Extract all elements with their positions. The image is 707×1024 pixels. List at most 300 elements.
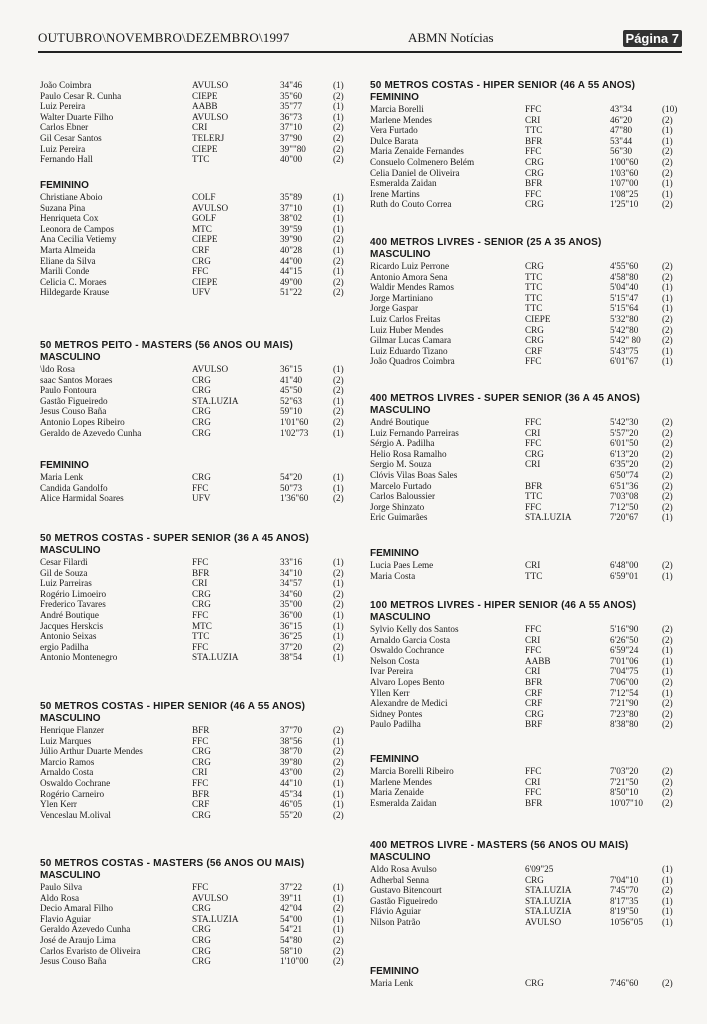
placement: (2) bbox=[333, 599, 344, 610]
placement: (2) bbox=[333, 374, 344, 385]
placement: (1) bbox=[662, 687, 673, 698]
club-name: CRG bbox=[525, 261, 544, 271]
club-name: TTC bbox=[525, 282, 543, 293]
result-row bbox=[40, 946, 355, 957]
result-row bbox=[40, 472, 355, 483]
event-title: 100 METROS LIVRES - HIPER SENIOR (46 A 55 ANOS) bbox=[370, 600, 637, 611]
result-time: 1'10"00 bbox=[280, 956, 309, 967]
athlete-name: Luiz Pereira bbox=[40, 101, 86, 112]
club-name: CRI bbox=[525, 114, 541, 125]
club-name: TTC bbox=[525, 491, 543, 502]
result-row bbox=[370, 688, 685, 699]
placement: (1) bbox=[333, 924, 344, 935]
club-name: UFV bbox=[192, 493, 211, 504]
club-name: STA.LUZIA bbox=[525, 885, 572, 896]
club-name: TTC bbox=[525, 570, 543, 581]
result-row bbox=[370, 906, 685, 917]
athlete-name: Sylvio Kelly dos Santos bbox=[370, 624, 459, 634]
athlete-name: Luiz Marques bbox=[40, 735, 92, 746]
result-row bbox=[370, 325, 685, 336]
category-label: FEMININO bbox=[40, 180, 89, 191]
result-time: 7'45"70 bbox=[610, 885, 639, 896]
placement: (2) bbox=[333, 255, 344, 266]
placement: (1) bbox=[333, 244, 344, 255]
athlete-name: saac Santos Moraes bbox=[40, 374, 113, 385]
placement: (1) bbox=[333, 735, 344, 746]
placement: (2) bbox=[333, 809, 344, 820]
result-time: 37"70 bbox=[280, 725, 303, 735]
result-time: 39"59 bbox=[280, 223, 303, 234]
category-label: FEMININO bbox=[370, 966, 419, 977]
placement: (1) bbox=[333, 578, 344, 589]
placement: (1) bbox=[662, 916, 673, 927]
athlete-name: Maria Lenk bbox=[40, 472, 84, 482]
placement: (2) bbox=[333, 132, 344, 143]
athlete-name: Luiz Parreiras bbox=[40, 578, 92, 589]
club-name: MTC bbox=[192, 223, 212, 234]
result-time: 38"56 bbox=[280, 735, 303, 746]
placement: (1) bbox=[662, 512, 673, 523]
result-time: 52"63 bbox=[280, 395, 303, 406]
placement: (1) bbox=[333, 192, 344, 202]
placement: (2) bbox=[333, 588, 344, 599]
athlete-name: ergio Padilha bbox=[40, 641, 89, 652]
result-row bbox=[40, 767, 355, 778]
placement: (2) bbox=[662, 634, 673, 645]
club-name: STA.LUZIA bbox=[525, 906, 572, 917]
club-name: CRG bbox=[192, 746, 211, 757]
result-row bbox=[370, 917, 685, 928]
athlete-name: Walter Duarte Filho bbox=[40, 111, 114, 122]
placement: (1) bbox=[333, 223, 344, 234]
club-name: CRI bbox=[525, 666, 541, 677]
club-name: CRG bbox=[192, 903, 211, 914]
placement: (2) bbox=[662, 261, 673, 271]
placement: (2) bbox=[662, 167, 673, 178]
result-time: 54"80 bbox=[280, 934, 303, 945]
placement: (2) bbox=[662, 501, 673, 512]
athlete-name: Paulo Silva bbox=[40, 882, 83, 892]
athlete-name: Esmeralda Zaidan bbox=[370, 178, 437, 189]
result-time: 7'03"08 bbox=[610, 491, 639, 502]
result-row bbox=[40, 736, 355, 747]
result-row bbox=[370, 491, 685, 502]
club-name: BFR bbox=[192, 567, 210, 578]
result-row bbox=[40, 557, 355, 568]
athlete-name: Geraldo Azevedo Cunha bbox=[40, 924, 131, 935]
result-time: 7'12"50 bbox=[610, 501, 639, 512]
placement: (1) bbox=[333, 266, 344, 277]
club-name: CRG bbox=[192, 924, 211, 935]
club-name: CRI bbox=[525, 459, 541, 470]
result-row bbox=[370, 560, 685, 571]
club-name: CIEPE bbox=[192, 234, 218, 245]
placement: (2) bbox=[333, 122, 344, 133]
issue-date: OUTUBRO\NOVEMBRO\DEZEMBRO\1997 bbox=[38, 30, 290, 45]
athlete-name: Venceslau M.olival bbox=[40, 809, 111, 820]
club-name: TTC bbox=[525, 271, 543, 282]
placement: (2) bbox=[662, 469, 673, 480]
athlete-name: Paulo Padilha bbox=[370, 719, 421, 730]
athlete-name: Vera Furtado bbox=[370, 125, 418, 136]
placement: (2) bbox=[333, 945, 344, 956]
placement: (2) bbox=[662, 624, 673, 634]
placement: (1) bbox=[333, 892, 344, 903]
athlete-name: Rogério Carneiro bbox=[40, 788, 105, 799]
placement: (2) bbox=[662, 417, 673, 427]
placement: (2) bbox=[662, 448, 673, 459]
club-name: 6'09"25 bbox=[525, 864, 554, 874]
placement: (1) bbox=[662, 345, 673, 356]
club-name: CIEPE bbox=[192, 90, 218, 101]
result-row bbox=[370, 635, 685, 646]
placement: (2) bbox=[333, 641, 344, 652]
result-time: 38"70 bbox=[280, 746, 303, 757]
placement: (2) bbox=[333, 567, 344, 578]
result-row bbox=[40, 417, 355, 428]
result-time: 4'55"60 bbox=[610, 261, 639, 271]
result-row bbox=[40, 599, 355, 610]
result-row bbox=[370, 146, 685, 157]
result-time: 34"57 bbox=[280, 578, 303, 589]
athlete-name: Nilson Patrão bbox=[370, 916, 421, 927]
placement: (1) bbox=[333, 80, 344, 90]
athlete-name: Decio Amaral Filho bbox=[40, 903, 113, 914]
result-time: 39"80 bbox=[280, 756, 303, 767]
category-label: FEMININO bbox=[370, 754, 419, 765]
placement: (1) bbox=[333, 652, 344, 663]
result-row bbox=[370, 314, 685, 325]
result-time: 54"20 bbox=[280, 472, 303, 482]
placement: (2) bbox=[662, 199, 673, 210]
athlete-name: José de Araujo Lima bbox=[40, 934, 116, 945]
athlete-name: Maria Zenaide Fernandes bbox=[370, 146, 464, 157]
result-row bbox=[40, 154, 355, 165]
result-time: 1'03"60 bbox=[610, 167, 639, 178]
club-name: AVULSO bbox=[192, 202, 229, 213]
athlete-name: Alice Harmidal Soares bbox=[40, 493, 124, 504]
club-name: CRG bbox=[525, 448, 544, 459]
club-name: CRI bbox=[192, 578, 208, 589]
club-name: AVULSO bbox=[192, 364, 229, 374]
result-row bbox=[40, 799, 355, 810]
athlete-name: Arnaldo Garcia Costa bbox=[370, 634, 451, 645]
event-title: 400 METROS LIVRES - SENIOR (25 A 35 ANOS) bbox=[370, 237, 602, 248]
club-name: GOLF bbox=[192, 213, 216, 224]
result-row bbox=[40, 396, 355, 407]
athlete-name: Helio Rosa Ramalho bbox=[370, 448, 447, 459]
result-row bbox=[40, 428, 355, 439]
result-time: 47"80 bbox=[610, 125, 633, 136]
header-rule bbox=[38, 51, 682, 53]
placement: (2) bbox=[333, 493, 344, 504]
result-time: 37"90 bbox=[280, 132, 303, 143]
result-time: 51"22 bbox=[280, 287, 303, 298]
club-name: CIEPE bbox=[192, 276, 218, 287]
result-row bbox=[370, 115, 685, 126]
result-row bbox=[370, 356, 685, 367]
result-section bbox=[370, 754, 685, 808]
placement: (2) bbox=[662, 480, 673, 491]
club-name: BFR bbox=[525, 797, 543, 808]
club-name: FFC bbox=[525, 787, 542, 798]
club-name: CRG bbox=[192, 809, 211, 820]
athlete-name: Marcia Borelli Ribeiro bbox=[370, 766, 454, 776]
result-row bbox=[40, 287, 355, 298]
athlete-name: Maria Costa bbox=[370, 570, 416, 581]
result-time: 41"40 bbox=[280, 374, 303, 385]
result-row bbox=[370, 199, 685, 210]
result-time: 7'23"80 bbox=[610, 708, 639, 719]
club-name: STA.LUZIA bbox=[192, 652, 239, 663]
club-name: FFC bbox=[192, 735, 209, 746]
athlete-name: Adherbal Senna bbox=[370, 874, 429, 885]
result-row bbox=[370, 978, 685, 989]
club-name: FFC bbox=[525, 188, 542, 199]
result-row bbox=[370, 178, 685, 189]
placement: (2) bbox=[662, 676, 673, 687]
placement: (1) bbox=[333, 202, 344, 213]
athlete-name: Júlio Arthur Duarte Mendes bbox=[40, 746, 143, 757]
placement: (2) bbox=[333, 725, 344, 735]
placement: (1) bbox=[662, 864, 673, 874]
result-row bbox=[40, 203, 355, 214]
athlete-name: Marlene Mendes bbox=[370, 114, 432, 125]
result-row bbox=[370, 272, 685, 283]
result-time: 6'35"20 bbox=[610, 459, 639, 470]
result-section bbox=[40, 858, 355, 967]
placement: (2) bbox=[662, 719, 673, 730]
result-time: 36"25 bbox=[280, 631, 303, 642]
result-row bbox=[40, 746, 355, 757]
athlete-name: Aldo Rosa bbox=[40, 892, 80, 903]
event-title: 400 METROS LIVRES - SUPER SENIOR (36 A 45 ANOS) bbox=[370, 393, 641, 404]
club-name: BFR bbox=[525, 135, 543, 146]
athlete-name: \ldo Rosa bbox=[40, 364, 75, 374]
result-row bbox=[370, 125, 685, 136]
placement: (2) bbox=[662, 776, 673, 787]
club-name: CRG bbox=[525, 167, 544, 178]
club-name: CRG bbox=[192, 588, 211, 599]
club-name: TTC bbox=[192, 631, 210, 642]
placement: (1) bbox=[662, 188, 673, 199]
result-time: 44"10 bbox=[280, 777, 303, 788]
result-time: 59"10 bbox=[280, 406, 303, 417]
event-title: 50 METROS COSTAS - MASTERS (56 ANOS OU MAIS) bbox=[40, 858, 305, 869]
club-name: AVULSO bbox=[192, 80, 229, 90]
result-row bbox=[370, 459, 685, 470]
placement: (2) bbox=[662, 156, 673, 167]
athlete-name: Antonio Montenegro bbox=[40, 652, 118, 663]
athlete-name: Luiz Fernando Parreiras bbox=[370, 427, 459, 438]
category-label: MASCULINO bbox=[40, 545, 101, 556]
athlete-name: Ana Cecilia Vetiemy bbox=[40, 234, 117, 245]
athlete-name: Sergio M. Souza bbox=[370, 459, 432, 470]
athlete-name: Eliane da Silva bbox=[40, 255, 96, 266]
athlete-name: Ricardo Luiz Perrone bbox=[370, 261, 450, 271]
category-label: MASCULINO bbox=[370, 249, 431, 260]
result-time: 54"00 bbox=[280, 913, 303, 924]
placement: (2) bbox=[333, 746, 344, 757]
result-row bbox=[370, 709, 685, 720]
placement: (1) bbox=[662, 570, 673, 581]
result-row bbox=[40, 266, 355, 277]
athlete-name: Esmeralda Zaidan bbox=[370, 797, 437, 808]
result-time: 7'20"67 bbox=[610, 512, 639, 523]
result-row bbox=[40, 789, 355, 800]
club-name: TTC bbox=[192, 154, 210, 165]
result-time: 8'50"10 bbox=[610, 787, 639, 798]
athlete-name: Gil de Souza bbox=[40, 567, 88, 578]
result-row bbox=[40, 882, 355, 893]
event-title: 400 METROS LIVRE - MASTERS (56 ANOS OU MAIS) bbox=[370, 840, 629, 851]
club-name: BFR bbox=[525, 480, 543, 491]
athlete-name: Aldo Rosa Avulso bbox=[370, 864, 437, 874]
athlete-name: João Quadros Coimbra bbox=[370, 356, 455, 367]
category-label: MASCULINO bbox=[40, 352, 101, 363]
placement: (2) bbox=[662, 114, 673, 125]
placement: (1) bbox=[333, 557, 344, 567]
placement: (1) bbox=[333, 609, 344, 620]
result-row bbox=[370, 282, 685, 293]
club-name: CRG bbox=[525, 978, 544, 988]
result-time: 8'38"80 bbox=[610, 719, 639, 730]
result-row bbox=[40, 935, 355, 946]
club-name: CRG bbox=[525, 199, 544, 210]
athlete-name: Luiz Huber Mendes bbox=[370, 324, 444, 335]
result-row bbox=[40, 725, 355, 736]
result-row bbox=[370, 666, 685, 677]
result-time: 35"77 bbox=[280, 101, 303, 112]
athlete-name: Fernando Hall bbox=[40, 154, 93, 165]
athlete-name: Flavio Aguiar bbox=[40, 913, 91, 924]
result-time: 39"11 bbox=[280, 892, 302, 903]
result-row bbox=[370, 677, 685, 688]
result-time: 36"15 bbox=[280, 364, 303, 374]
placement: (2) bbox=[333, 934, 344, 945]
result-time: 10'07"10 bbox=[610, 797, 643, 808]
placement: (2) bbox=[333, 287, 344, 298]
result-row bbox=[370, 624, 685, 635]
club-name: TTC bbox=[525, 303, 543, 314]
club-name: CRI bbox=[192, 767, 208, 778]
result-row bbox=[40, 256, 355, 267]
athlete-name: Antonio Seixas bbox=[40, 631, 97, 642]
result-time: 35"00 bbox=[280, 599, 303, 610]
club-name: CRF bbox=[525, 345, 543, 356]
event-title: 50 METROS COSTAS - SUPER SENIOR (36 A 45 ANOS) bbox=[40, 533, 310, 544]
placement: (2) bbox=[662, 491, 673, 502]
club-name: CRI bbox=[525, 560, 541, 570]
placement: (2) bbox=[662, 146, 673, 157]
placement: (1) bbox=[333, 482, 344, 493]
athlete-name: Paulo Fontoura bbox=[40, 385, 97, 396]
result-section bbox=[40, 460, 355, 504]
result-time: 37"20 bbox=[280, 641, 303, 652]
club-name: CRF bbox=[192, 799, 210, 810]
result-row bbox=[40, 364, 355, 375]
athlete-name: Oswaldo Cochrance bbox=[370, 645, 445, 656]
club-name: STA.LUZIA bbox=[525, 895, 572, 906]
placement: (2) bbox=[662, 698, 673, 709]
result-time: 54"21 bbox=[280, 924, 303, 935]
athlete-name: Flávio Aguiar bbox=[370, 906, 421, 917]
publication-name: ABMN Notícias bbox=[408, 30, 494, 45]
result-time: 36"00 bbox=[280, 609, 303, 620]
result-row bbox=[370, 875, 685, 886]
result-time: 37"22 bbox=[280, 882, 303, 892]
club-name: CRG bbox=[192, 416, 211, 427]
placement: (2) bbox=[333, 406, 344, 417]
result-time: 6'01"50 bbox=[610, 438, 639, 449]
result-section bbox=[370, 966, 685, 989]
placement: (1) bbox=[333, 213, 344, 224]
result-row bbox=[370, 335, 685, 346]
club-name: TTC bbox=[525, 125, 543, 136]
club-name: CRG bbox=[192, 385, 211, 396]
athlete-name: Jesus Couso Baña bbox=[40, 956, 107, 967]
result-time: 37"10 bbox=[280, 202, 303, 213]
placement: (1) bbox=[662, 356, 673, 367]
result-row bbox=[40, 224, 355, 235]
placement: (1) bbox=[662, 292, 673, 303]
athlete-name: Antonio Lopes Ribeiro bbox=[40, 416, 125, 427]
placement: (2) bbox=[333, 767, 344, 778]
result-time: 6'59"01 bbox=[610, 570, 639, 581]
category-label: MASCULINO bbox=[370, 612, 431, 623]
result-time: 53"44 bbox=[610, 135, 633, 146]
athlete-name: Sérgio A. Padilha bbox=[370, 438, 435, 449]
event-title: 50 METROS COSTAS - HIPER SENIOR (46 A 55 ANOS) bbox=[370, 80, 636, 91]
result-row bbox=[40, 757, 355, 768]
club-name: CRI bbox=[525, 776, 541, 787]
club-name: CRG bbox=[525, 324, 544, 335]
placement: (10) bbox=[662, 104, 678, 114]
athlete-name: Waldir Mendes Ramos bbox=[370, 282, 454, 293]
result-time: 1'01"60 bbox=[280, 416, 309, 427]
club-name: STA.LUZIA bbox=[192, 395, 239, 406]
athlete-name: Luiz Eduardo Tizano bbox=[370, 345, 448, 356]
placement: (1) bbox=[333, 427, 344, 438]
result-time: 5'43"75 bbox=[610, 345, 639, 356]
club-name: CRG bbox=[192, 599, 211, 610]
athlete-name: Frederico Tavares bbox=[40, 599, 106, 610]
athlete-name: Sidney Pontes bbox=[370, 708, 423, 719]
placement: (1) bbox=[662, 655, 673, 666]
result-row bbox=[370, 645, 685, 656]
placement: (2) bbox=[662, 271, 673, 282]
placement: (1) bbox=[333, 788, 344, 799]
placement: (2) bbox=[662, 708, 673, 719]
result-row bbox=[40, 483, 355, 494]
placement: (1) bbox=[333, 111, 344, 122]
placement: (1) bbox=[662, 125, 673, 136]
placement: (2) bbox=[333, 234, 344, 245]
category-label: MASCULINO bbox=[40, 713, 101, 724]
result-row bbox=[40, 652, 355, 663]
result-row bbox=[40, 778, 355, 789]
result-time: 34"46 bbox=[280, 80, 303, 90]
placement: (1) bbox=[333, 631, 344, 642]
athlete-name: Celicia C. Moraes bbox=[40, 276, 107, 287]
club-name: CRI bbox=[525, 427, 541, 438]
result-time: 5'42"80 bbox=[610, 324, 639, 335]
placement: (2) bbox=[662, 766, 673, 776]
result-row bbox=[370, 449, 685, 460]
athlete-name: Marcia Borelli bbox=[370, 104, 424, 114]
result-time: 6'26"50 bbox=[610, 634, 639, 645]
club-name: CIEPE bbox=[192, 143, 218, 154]
